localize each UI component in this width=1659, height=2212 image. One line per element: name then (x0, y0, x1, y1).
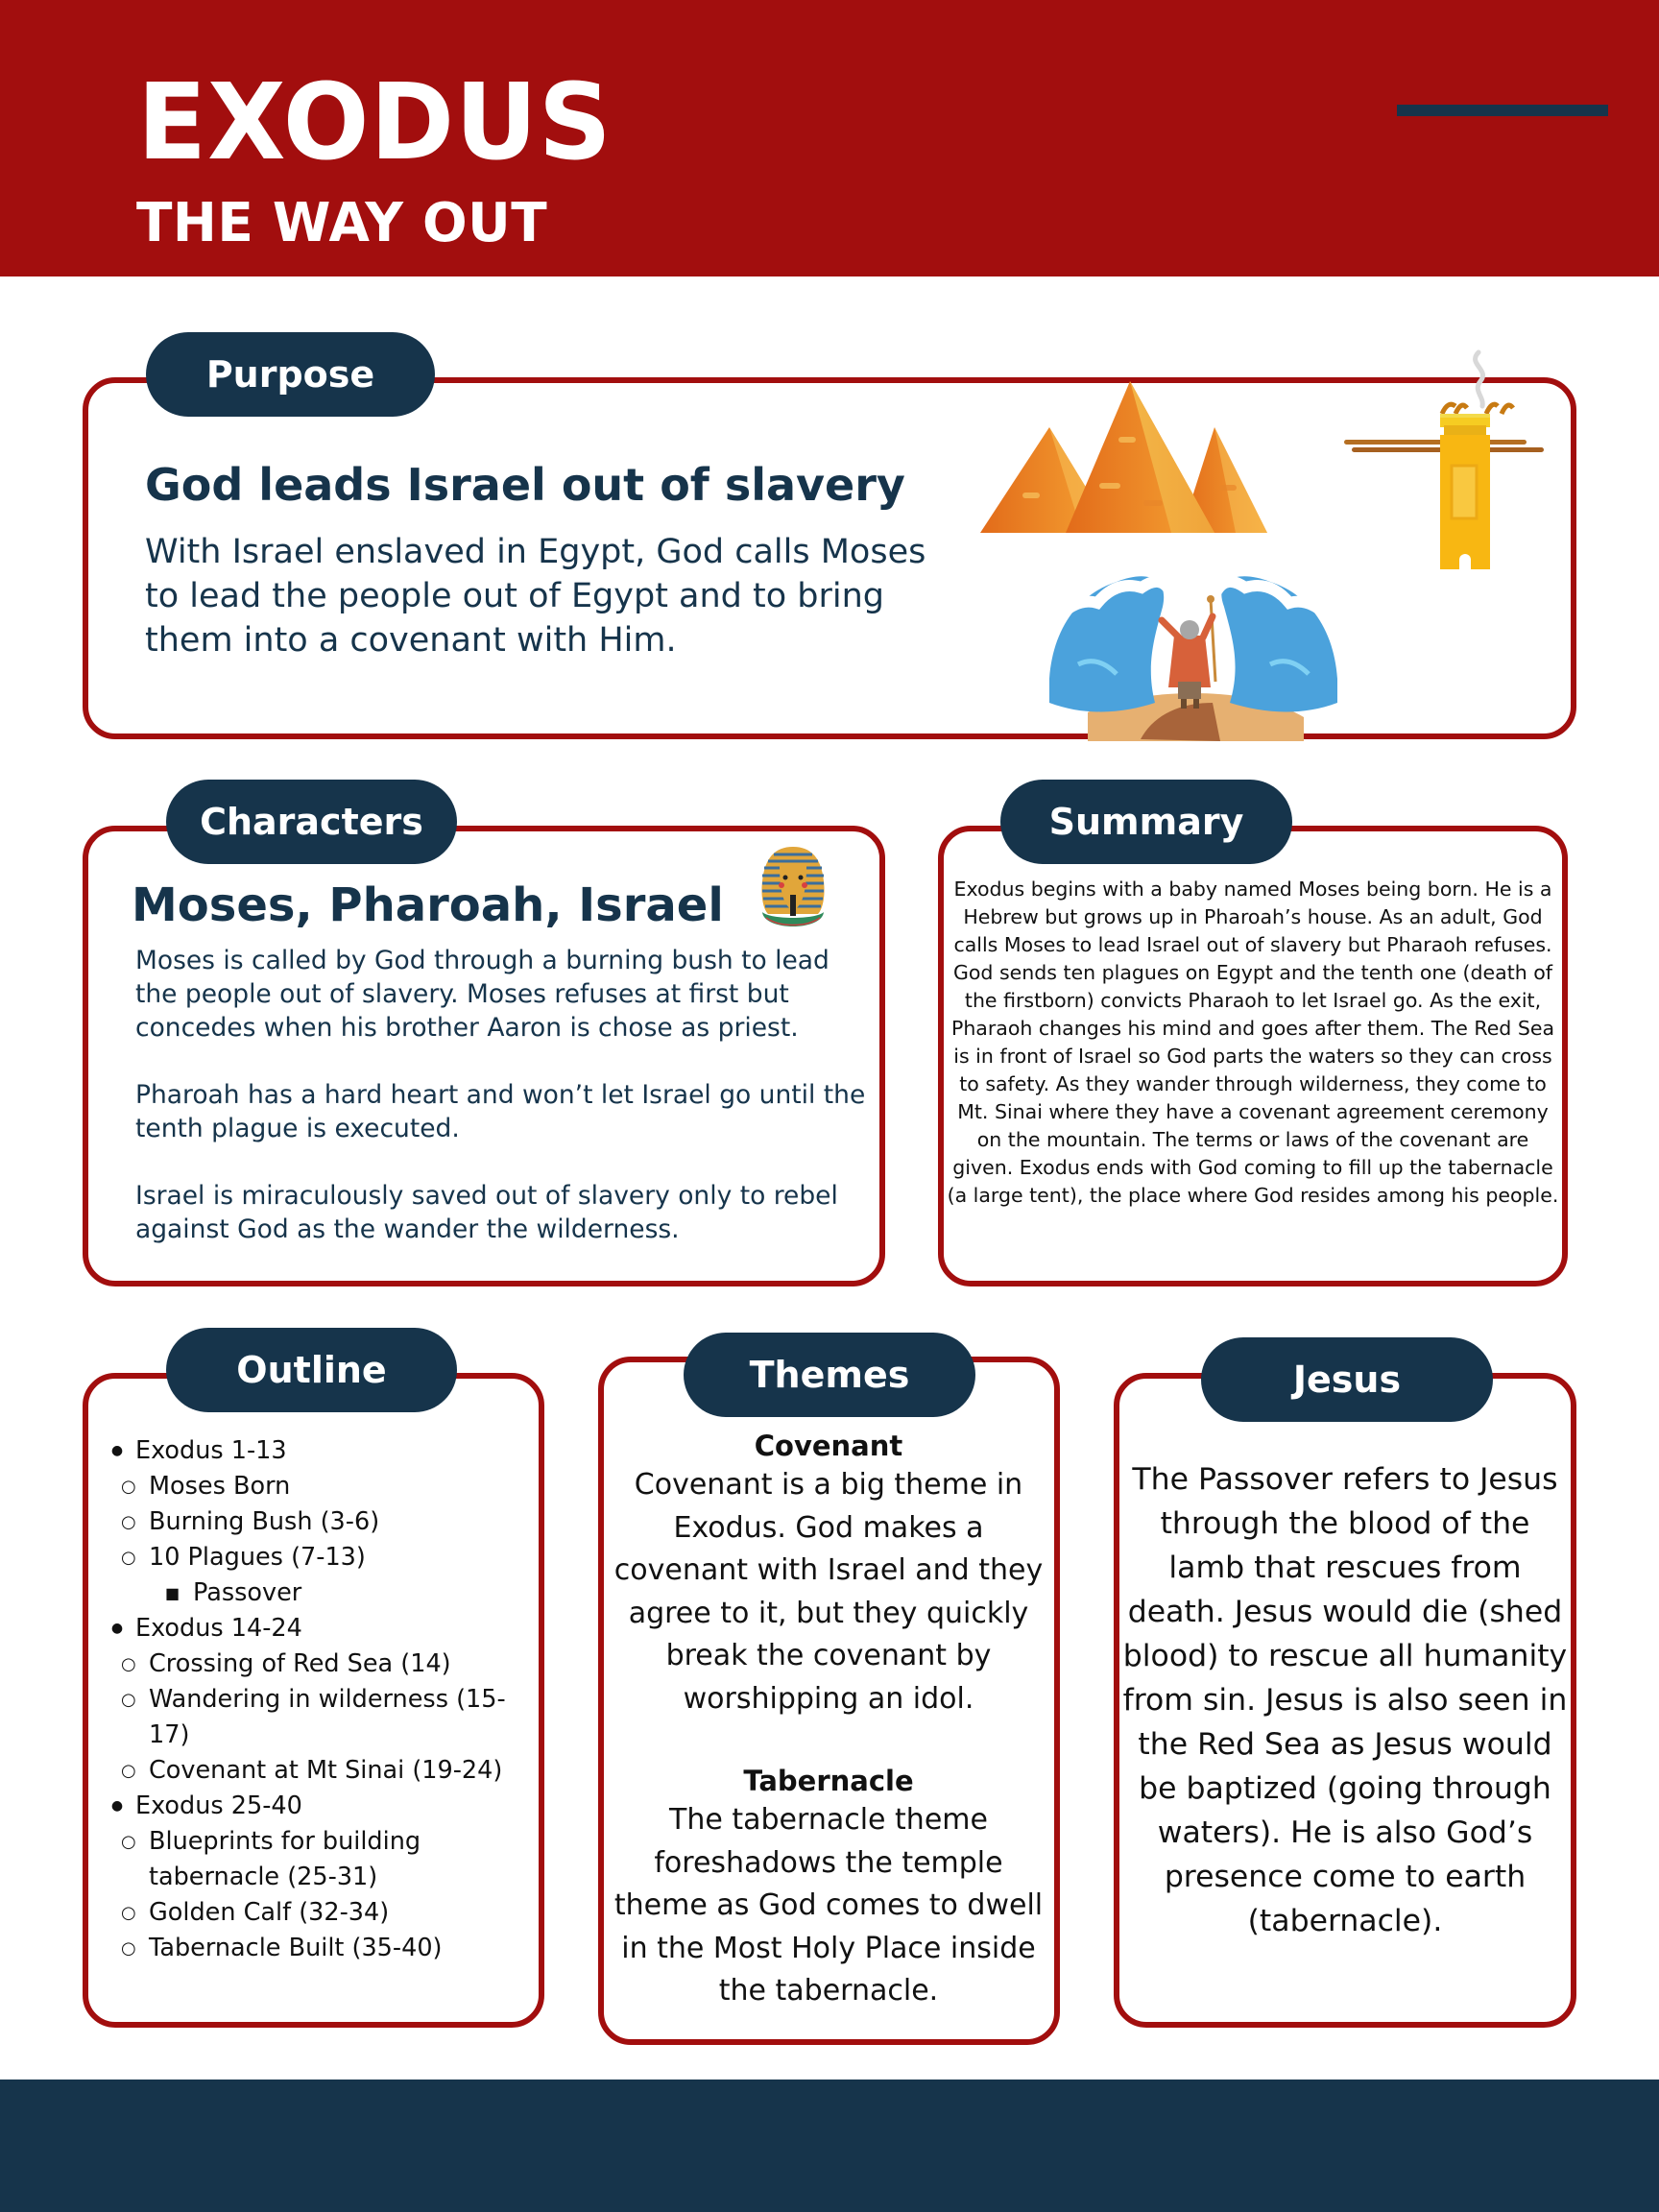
outline-item-text: Blueprints for building tabernacle (25-31) (149, 1827, 421, 1891)
hollow-bullet-icon: ○ (121, 1938, 136, 1959)
outline-item (106, 1540, 538, 1575)
outline-item-text: Covenant at Mt Sinai (19-24) (149, 1756, 503, 1785)
themes-content (605, 1428, 1052, 2013)
bullet-icon: ● (110, 1798, 124, 1814)
characters-heading: Moses, Pharoah, Israel (132, 878, 724, 932)
theme-title-covenant: Covenant (754, 1430, 903, 1462)
outline-label: Outline (166, 1328, 457, 1412)
outline-item (106, 1753, 538, 1789)
outline-item-text: Golden Calf (32-34) (149, 1898, 390, 1927)
outline-item-text: Exodus 25-40 (135, 1791, 302, 1820)
hollow-bullet-icon: ○ (121, 1832, 136, 1852)
header-accent-bar (1397, 105, 1608, 116)
character-paragraph-israel: Israel is miraculously saved out of slavery only to rebel against God as the wander the wilderness. (135, 1181, 838, 1244)
outline-list (106, 1433, 538, 1966)
outline-item (106, 1433, 538, 1469)
hollow-bullet-icon: ○ (121, 1654, 136, 1674)
outline-item (106, 1575, 538, 1611)
theme-text-tabernacle: The tabernacle theme foreshadows the temple theme as God comes to dwell in the Most Holy Place inside the tabernacle. (613, 1803, 1044, 2008)
outline-item-text: Exodus 1-13 (135, 1436, 287, 1465)
hollow-bullet-icon: ○ (121, 1477, 136, 1497)
outline-item-text: Passover (193, 1578, 302, 1607)
outline-item-text: Wandering in wilderness (15-17) (149, 1685, 506, 1749)
tabernacle-ark-icon (1344, 341, 1618, 571)
outline-item (106, 1504, 538, 1540)
bullet-icon: ● (110, 1621, 124, 1636)
square-bullet-icon: ■ (165, 1584, 180, 1602)
red-sea-parting-icon (1049, 559, 1337, 741)
header-banner (0, 0, 1659, 276)
purpose-body: With Israel enslaved in Egypt, God calls Moses to lead the people out of Egypt and to bring them into a covenant with Him. (145, 533, 926, 660)
outline-item-text: Burning Bush (3-6) (149, 1507, 380, 1536)
purpose-heading: God leads Israel out of slavery (145, 459, 905, 511)
summary-label: Summary (1000, 780, 1292, 864)
outline-item-text: Moses Born (149, 1472, 291, 1501)
outline-item (106, 1469, 538, 1504)
page-title: EXODUS (137, 60, 613, 183)
hollow-bullet-icon: ○ (121, 1548, 136, 1568)
purpose-label: Purpose (146, 332, 435, 417)
page-subtitle: THE WAY OUT (136, 192, 548, 254)
pharaoh-mask-icon (755, 843, 831, 935)
outline-item (106, 1895, 538, 1931)
theme-text-covenant: Covenant is a big theme in Exodus. God makes a covenant with Israel and they agree to it, but they quickly break the covenant by worshipping an idol. (613, 1468, 1044, 1716)
footer-band (0, 2080, 1659, 2212)
outline-item (106, 1931, 538, 1966)
outline-item-text: 10 Plagues (7-13) (149, 1543, 366, 1572)
outline-item (106, 1682, 538, 1753)
outline-item-text: Tabernacle Built (35-40) (149, 1934, 443, 1962)
theme-title-tabernacle: Tabernacle (743, 1765, 914, 1797)
hollow-bullet-icon: ○ (121, 1903, 136, 1923)
character-paragraph-moses: Moses is called by God through a burning bush to lead the people out of slavery. Moses refuses at first but concedes when his brother Aaron is chose as priest. (135, 946, 830, 1043)
hollow-bullet-icon: ○ (121, 1690, 136, 1710)
jesus-label: Jesus (1201, 1337, 1493, 1422)
outline-item-text: Crossing of Red Sea (14) (149, 1649, 451, 1678)
summary-body: Exodus begins with a baby named Moses being born. He is a Hebrew but grows up in Pharoah’s house. As an adult, God calls Moses to lead Israel out of slavery but Pharaoh refuses. God sends ten plagues on Egypt and the tenth one (death of the firstborn) convicts Pharaoh to let Israel go. As the exit, Pharaoh changes his mind and goes after them. The Red Sea is in front of Israel so God parts the waters so they can cross to safety. As they wander through wilderness, they come to Mt. Sinai where they have a covenant agreement ceremony on the mountain. The terms or laws of the covenant are given. Exodus ends with God coming to fill up the tabernacle (a large tent), the place where God resides among his people. (947, 878, 1559, 1207)
outline-item-text: Exodus 14-24 (135, 1614, 302, 1643)
characters-label: Characters (166, 780, 457, 864)
hollow-bullet-icon: ○ (121, 1512, 136, 1532)
hollow-bullet-icon: ○ (121, 1761, 136, 1781)
bullet-icon: ● (110, 1443, 124, 1458)
outline-item (106, 1824, 538, 1895)
characters-body (135, 944, 875, 1280)
outline-item (106, 1611, 538, 1647)
pyramids-icon (974, 379, 1272, 538)
jesus-body: The Passover refers to Jesus through the blood of the lamb that rescues from death. Jesus would die (shed blood) to rescue all humanity from sin. Jesus is also seen in the Red Sea as Jesus would be baptized (going through waters). He is also God’s presence come to earth (tabernacle). (1122, 1462, 1568, 1938)
themes-label: Themes (684, 1333, 975, 1417)
outline-item (106, 1789, 538, 1824)
outline-item (106, 1647, 538, 1682)
character-paragraph-pharoah: Pharoah has a hard heart and won’t let Israel go until the tenth plague is executed. (135, 1080, 866, 1143)
